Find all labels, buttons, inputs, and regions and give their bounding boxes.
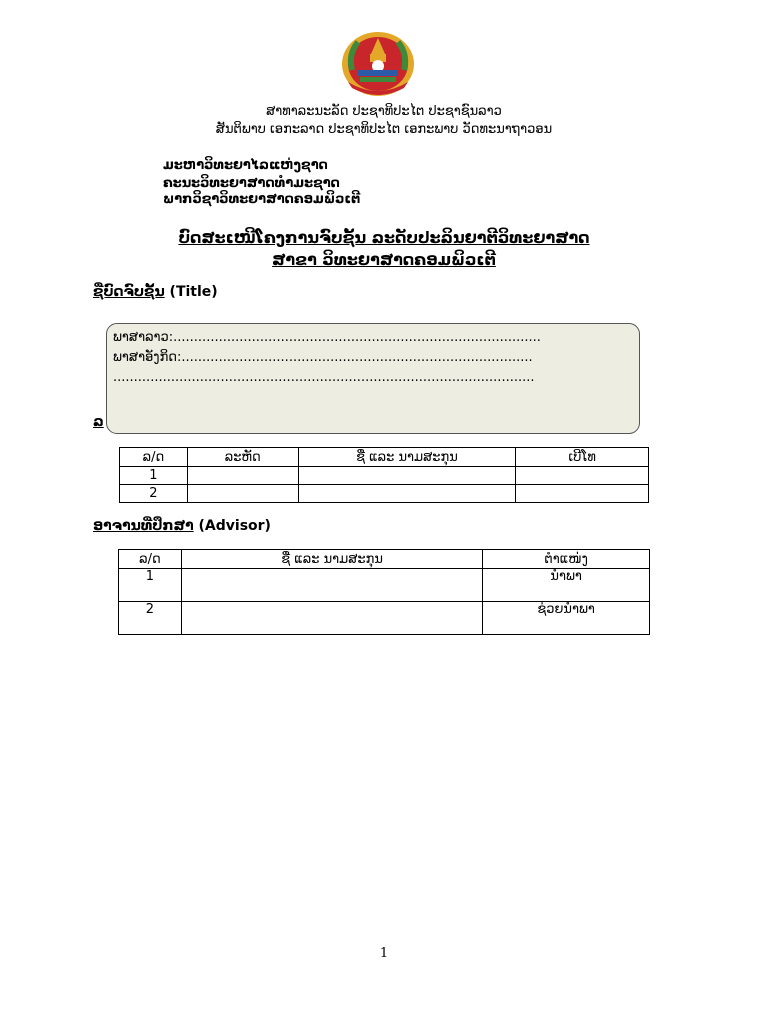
title-section-heading — [93, 284, 218, 300]
student-id-cell[interactable] — [187, 485, 298, 503]
lao-title-line[interactable]: ພາສາລາວ:......................................................................................... — [113, 330, 541, 345]
table-header-row — [120, 448, 649, 467]
extra-title-line[interactable]: ...................................................................................................... — [113, 370, 535, 385]
column-header: ເບີໂທ — [516, 448, 649, 467]
advisor-role-cell: ຊ່ວຍນຳພາ — [483, 602, 650, 635]
national-motto: ສັນຕິພາບ ເອກະລາດ ປະຊາທິປະໄຕ ເອກະພາບ ວັດທະນາຖາວອນ — [215, 122, 553, 137]
title-heading-lao: ຊື່ບົດຈົບຊັ້ນ — [93, 284, 165, 300]
column-header: ລະຫັດ — [187, 448, 298, 467]
advisor-heading-en: (Advisor) — [193, 518, 271, 534]
republic-header: ສາທາລະນະລັດ ປະຊາທິປະໄຕ ປະຊາຊົນລາວ — [266, 104, 502, 119]
table-header-row — [119, 550, 650, 569]
table-row — [119, 602, 650, 635]
column-header: ລ/ດ — [120, 448, 188, 467]
row-number: 2 — [119, 602, 182, 635]
row-number: 1 — [119, 569, 182, 602]
faculty-name: ຄະນະວິທະຍາສາດທຳມະຊາດ — [163, 176, 340, 191]
advisor-name-cell[interactable] — [181, 602, 482, 635]
table-row — [120, 467, 649, 485]
student-phone-cell[interactable] — [516, 467, 649, 485]
english-title-line[interactable]: ພາສາອັງກິດ:..................................................................................... — [113, 350, 533, 365]
table-row — [120, 485, 649, 503]
row-number: 1 — [120, 467, 188, 485]
column-header: ຕຳແໜ່ງ — [483, 550, 650, 569]
table-row — [119, 569, 650, 602]
page-number: 1 — [379, 946, 389, 961]
advisor-name-cell[interactable] — [181, 569, 482, 602]
advisor-role-cell: ນຳພາ — [483, 569, 650, 602]
title-input-box[interactable] — [106, 323, 640, 434]
student-phone-cell[interactable] — [516, 485, 649, 503]
column-header: ລ/ດ — [119, 550, 182, 569]
university-name: ມະຫາວິທະຍາໄລແຫ່ງຊາດ — [163, 158, 328, 173]
column-header: ຊື່ ແລະ ນາມສະກຸນ — [181, 550, 482, 569]
student-name-cell[interactable] — [298, 467, 516, 485]
document-title-line2: ສາຂາ ວິທະຍາສາດຄອມພິວເຕີ — [272, 250, 496, 269]
advisor-table — [118, 549, 650, 635]
students-table — [119, 447, 649, 503]
column-header: ຊື່ ແລະ ນາມສະກຸນ — [298, 448, 516, 467]
document-title-line1: ບົດສະເໜີໂຄງການຈົບຊັ້ນ ລະດັບປະລິນຍາຕີວິທະຍາສາດ — [178, 228, 590, 247]
title-heading-en: (Title) — [164, 284, 218, 300]
department-name: ພາກວິຊາວິທະຍາສາດຄອມພິວເຕີ — [163, 192, 361, 207]
row-number: 2 — [120, 485, 188, 503]
advisor-heading-lao: ອາຈານທີ່ປຶກສາ — [93, 518, 194, 534]
obscured-heading: ລ — [93, 414, 104, 430]
student-id-cell[interactable] — [187, 467, 298, 485]
student-name-cell[interactable] — [298, 485, 516, 503]
national-emblem-icon — [338, 30, 418, 98]
advisor-section-heading — [93, 518, 271, 534]
